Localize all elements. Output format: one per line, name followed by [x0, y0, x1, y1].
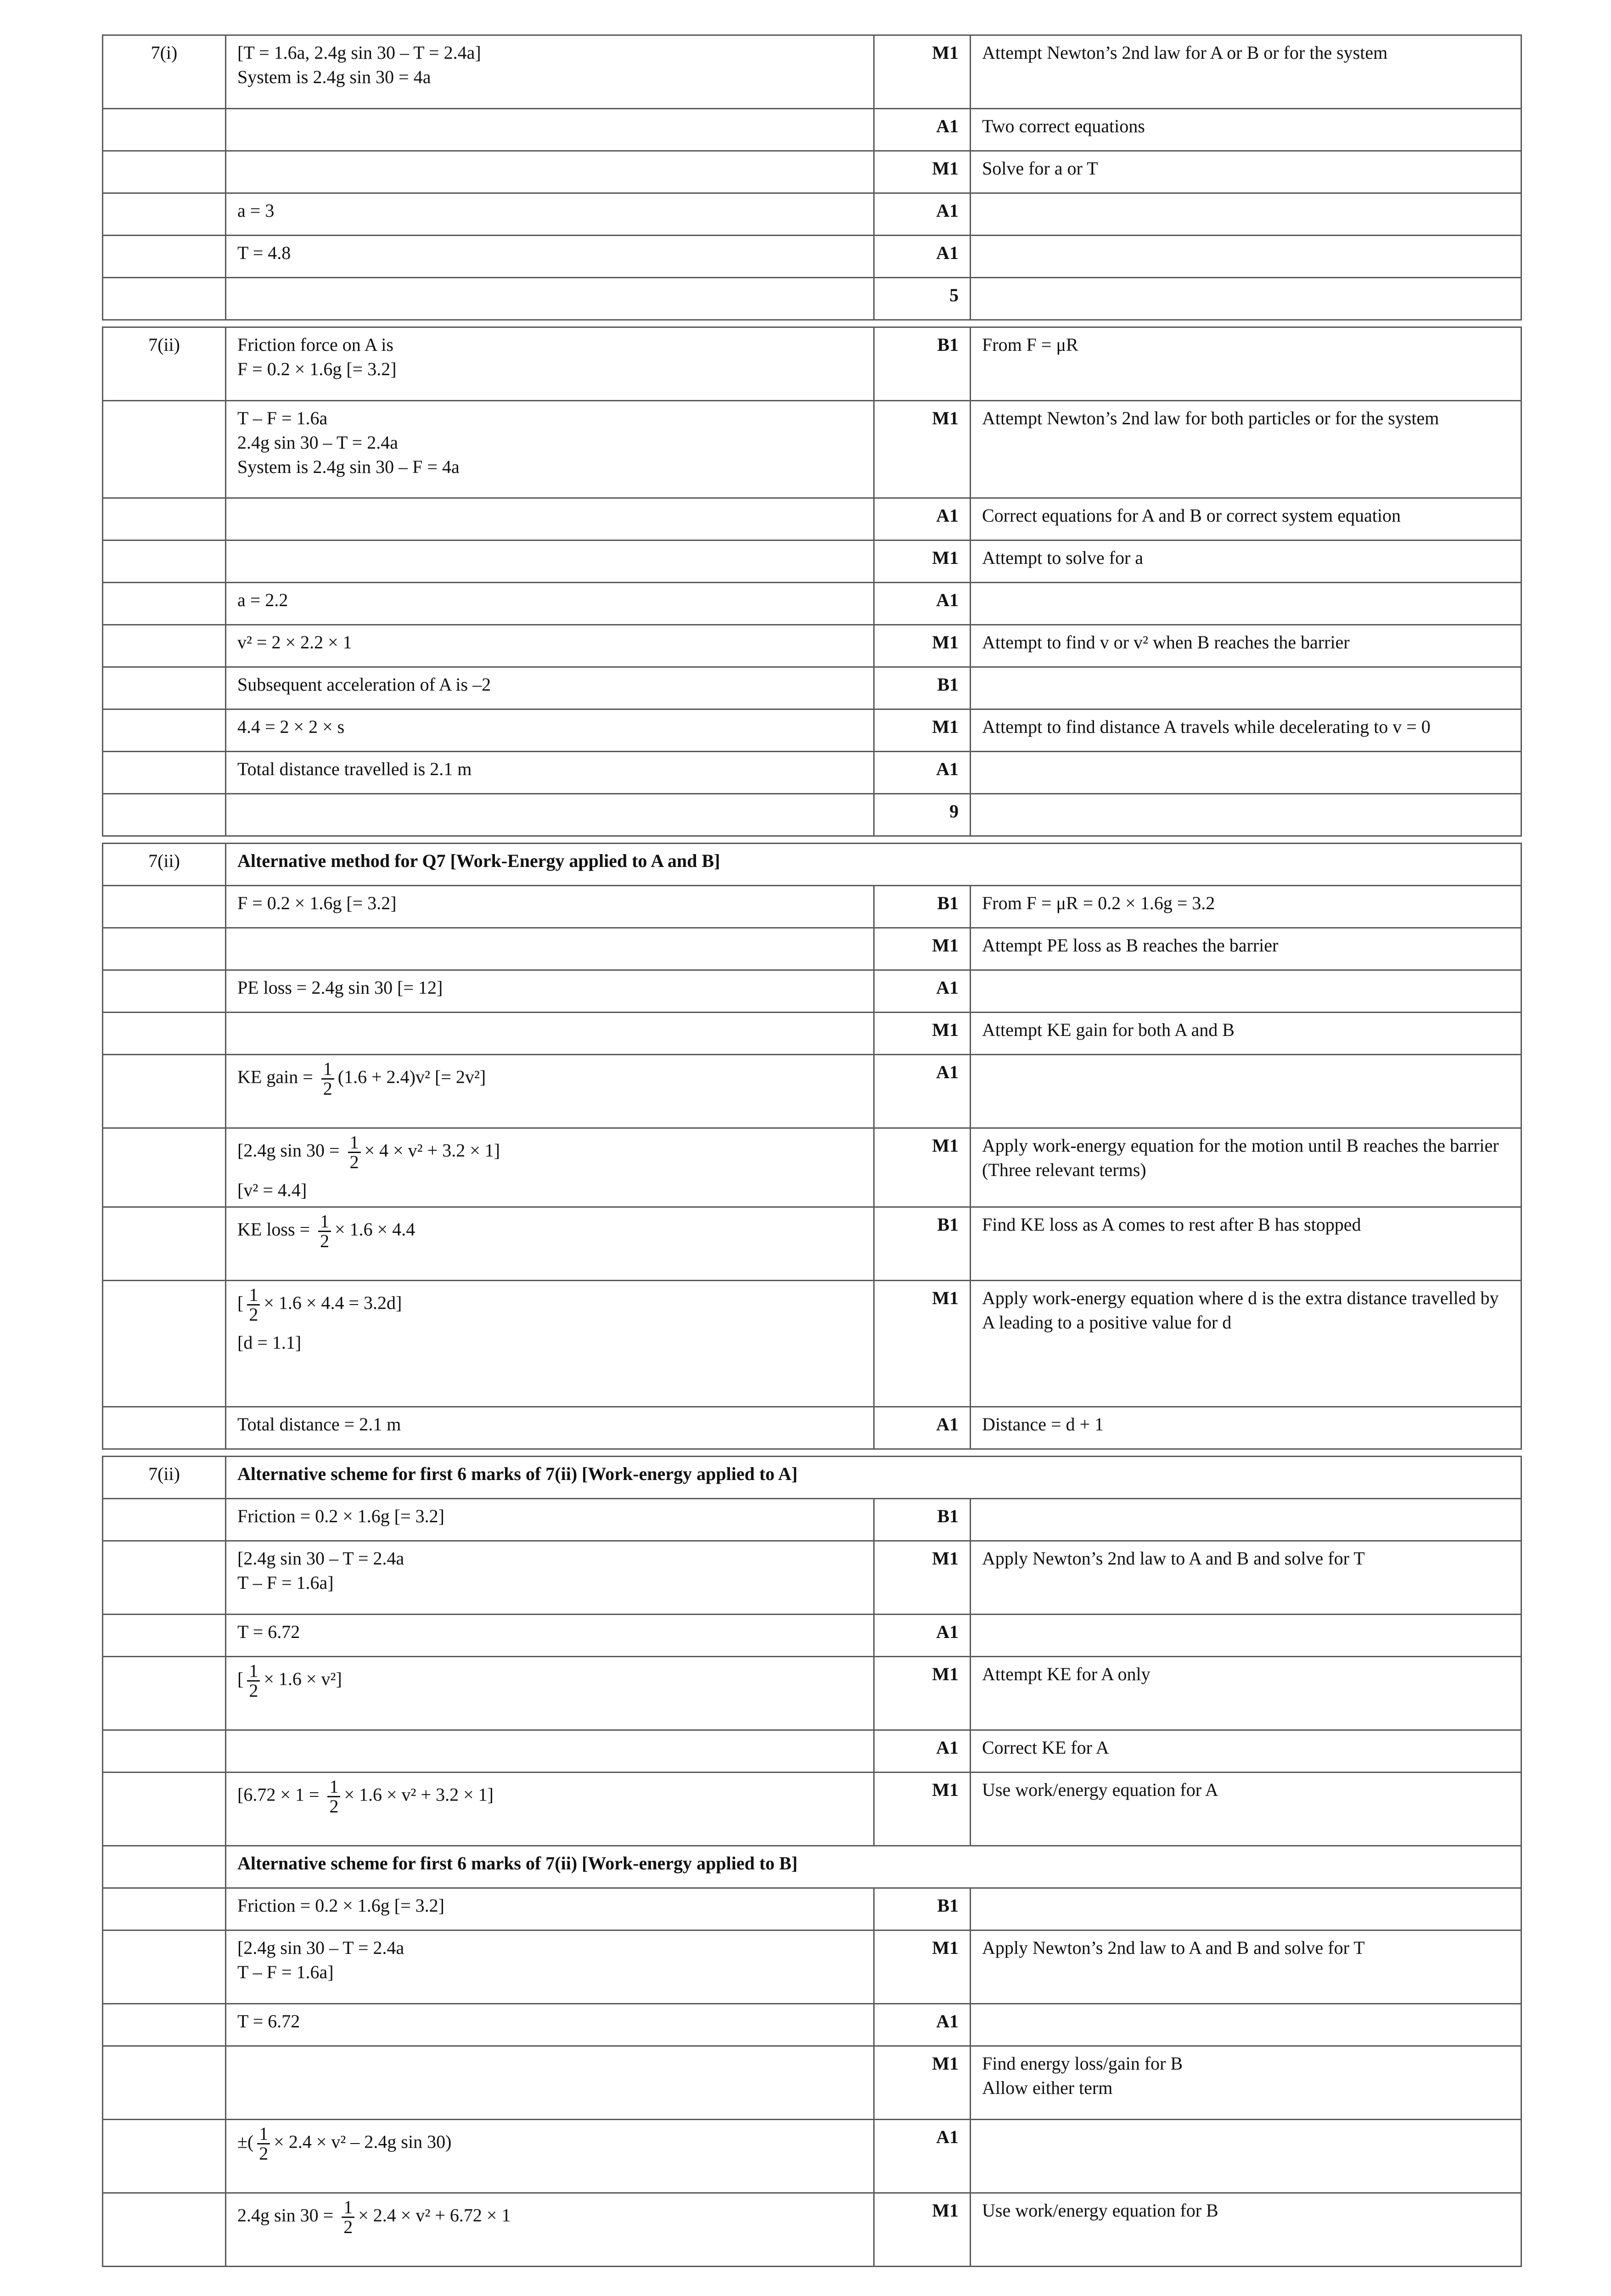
answer-cell	[226, 1541, 874, 1615]
fraction-denominator: 2	[349, 1152, 359, 1172]
guidance-cell	[971, 278, 1521, 320]
table-row	[103, 1499, 1521, 1541]
answer-line	[237, 1778, 862, 1816]
answer-cell	[226, 540, 874, 583]
guidance-cell	[971, 2120, 1521, 2193]
answer-cell	[226, 1128, 874, 1207]
mark-cell: A1	[874, 109, 971, 151]
guidance-cell: Correct equations for A and B or correct system equation	[971, 498, 1521, 540]
mark-cell: M1	[874, 928, 971, 970]
guidance-cell: Distance = d + 1	[971, 1407, 1521, 1449]
answer-cell	[226, 151, 874, 193]
mark-cell: B1	[874, 1207, 971, 1281]
guidance-cell: Correct KE for A	[971, 1730, 1521, 1773]
question-cell	[103, 1013, 226, 1055]
guidance-cell	[971, 667, 1521, 709]
table-row	[103, 109, 1521, 151]
question-cell: 7(ii)	[103, 844, 226, 886]
guidance-cell	[971, 1499, 1521, 1541]
separator-cell	[874, 836, 971, 844]
guidance-cell: Apply work-energy equation where d is the extra distance travelled by A leading to a positive value for d	[971, 1281, 1521, 1407]
answer-line: [2.4g sin 30 – T = 2.4a	[237, 1937, 404, 1958]
separator-cell	[874, 1449, 971, 1457]
table-row	[103, 1013, 1521, 1055]
answer-line	[237, 1286, 862, 1324]
guidance-cell: Use work/energy equation for A	[971, 1773, 1521, 1846]
answer-line	[237, 2125, 862, 2163]
fraction-denominator: 2	[259, 2143, 269, 2164]
answer-text: × 2.4 × v² – 2.4g sin 30)	[274, 2131, 452, 2152]
guidance-cell	[971, 193, 1521, 236]
answer-cell	[226, 2004, 874, 2046]
fraction-numerator: 1	[321, 1060, 334, 1080]
answer-cell	[226, 1207, 874, 1281]
answer-line: System is 2.4g sin 30 = 4a	[237, 67, 431, 87]
table-row	[103, 278, 1521, 320]
question-cell	[103, 498, 226, 540]
answer-text: × 1.6 × 4.4	[335, 1219, 415, 1240]
answer-cell	[226, 1615, 874, 1657]
answer-text: [2.4g sin 30 =	[237, 1140, 344, 1161]
question-cell	[103, 109, 226, 151]
table-row	[103, 1888, 1521, 1930]
table-row	[103, 151, 1521, 193]
answer-cell	[226, 1013, 874, 1055]
guidance-cell: Use work/energy equation for B	[971, 2193, 1521, 2267]
question-cell	[103, 1407, 226, 1449]
answer-text: × 4 × v² + 3.2 × 1]	[364, 1140, 500, 1161]
answer-line: [2.4g sin 30 – T = 2.4a	[237, 1548, 404, 1569]
table-row	[103, 1615, 1521, 1657]
separator-cell	[874, 320, 971, 327]
table-row	[103, 540, 1521, 583]
mark-cell: M1	[874, 1541, 971, 1615]
mark-cell: M1	[874, 1128, 971, 1207]
answer-line: Allow either term	[982, 2077, 1113, 2098]
answer-cell	[226, 327, 874, 401]
mark-scheme-page	[102, 34, 1521, 2267]
answer-cell	[226, 667, 874, 709]
section-separator	[103, 1449, 1521, 1457]
table-row	[103, 1541, 1521, 1615]
guidance-cell: Find KE loss as A comes to rest after B has stopped	[971, 1207, 1521, 1281]
table-row	[103, 709, 1521, 752]
table-row	[103, 2004, 1521, 2046]
mark-cell: M1	[874, 35, 971, 109]
guidance-cell: From F = μR	[971, 327, 1521, 401]
table-row	[103, 401, 1521, 498]
fraction-numerator: 1	[327, 1778, 340, 1797]
guidance-cell	[971, 1615, 1521, 1657]
answer-line: T = 6.72	[237, 2011, 300, 2032]
answer-line: Find energy loss/gain for B	[982, 2053, 1183, 2074]
answer-line: T = 6.72	[237, 1621, 300, 1642]
question-cell	[103, 2120, 226, 2193]
fraction-numerator: 1	[247, 1286, 260, 1306]
mark-cell: B1	[874, 327, 971, 401]
mark-cell: B1	[874, 1888, 971, 1930]
answer-line: T – F = 1.6a	[237, 408, 328, 428]
guidance-cell	[971, 752, 1521, 794]
answer-line: [d = 1.1]	[237, 1332, 302, 1353]
question-cell	[103, 401, 226, 498]
mark-cell: B1	[874, 886, 971, 928]
guidance-cell: Apply Newton’s 2nd law to A and B and solve for T	[971, 1541, 1521, 1615]
guidance-cell	[971, 970, 1521, 1013]
section-separator	[103, 320, 1521, 327]
guidance-cell	[971, 236, 1521, 278]
question-cell	[103, 1207, 226, 1281]
answer-cell	[226, 401, 874, 498]
question-cell	[103, 1281, 226, 1407]
separator-cell	[226, 320, 874, 327]
answer-cell	[226, 1888, 874, 1930]
answer-line: Friction force on A is	[237, 334, 393, 355]
table-row	[103, 886, 1521, 928]
guidance-cell	[971, 794, 1521, 836]
guidance-cell: Attempt PE loss as B reaches the barrier	[971, 928, 1521, 970]
answer-line: [v² = 4.4]	[237, 1180, 307, 1200]
mark-cell: M1	[874, 151, 971, 193]
fraction-numerator: 1	[348, 1133, 361, 1153]
mark-cell: A1	[874, 236, 971, 278]
answer-cell: F = 0.2 × 1.6g [= 3.2]	[226, 886, 874, 928]
mark-cell: A1	[874, 193, 971, 236]
mark-cell: M1	[874, 1773, 971, 1846]
mark-cell: M1	[874, 1930, 971, 2004]
table-row	[103, 970, 1521, 1013]
question-cell	[103, 193, 226, 236]
answer-cell	[226, 794, 874, 836]
guidance-cell	[971, 2046, 1521, 2120]
mark-scheme-table	[102, 34, 1522, 2267]
answer-line	[237, 1662, 862, 1700]
fraction-numerator: 1	[257, 2125, 270, 2144]
question-cell: 7(i)	[103, 35, 226, 109]
guidance-cell: Attempt to find distance A travels while decelerating to v = 0	[971, 709, 1521, 752]
fraction-denominator: 2	[329, 1796, 339, 1817]
guidance-cell: Attempt to solve for a	[971, 540, 1521, 583]
fraction-numerator: 1	[318, 1212, 331, 1232]
table-row	[103, 1281, 1521, 1407]
guidance-cell	[971, 1888, 1521, 1930]
separator-cell	[103, 836, 226, 844]
answer-line	[237, 1060, 862, 1098]
separator-cell	[226, 1449, 874, 1457]
answer-text: × 1.6 × v²]	[264, 1668, 342, 1689]
separator-cell	[971, 1449, 1521, 1457]
answer-cell	[226, 583, 874, 625]
guidance-cell: Attempt to find v or v² when B reaches the barrier	[971, 625, 1521, 667]
fraction-half	[318, 1212, 331, 1250]
mark-cell: A1	[874, 583, 971, 625]
question-cell	[103, 886, 226, 928]
separator-cell	[971, 320, 1521, 327]
answer-line: v² = 2 × 2.2 × 1	[237, 632, 352, 653]
table-row	[103, 2046, 1521, 2120]
mark-cell: A1	[874, 1407, 971, 1449]
answer-line: a = 3	[237, 200, 275, 221]
separator-cell	[226, 836, 874, 844]
question-cell	[103, 1055, 226, 1128]
question-cell	[103, 1541, 226, 1615]
guidance-cell: Solve for a or T	[971, 151, 1521, 193]
table-row	[103, 1930, 1521, 2004]
alternative-heading-row	[103, 1457, 1521, 1499]
guidance-cell: Attempt Newton’s 2nd law for A or B or for the system	[971, 35, 1521, 109]
table-row	[103, 1128, 1521, 1207]
answer-cell	[226, 236, 874, 278]
answer-cell	[226, 752, 874, 794]
table-row	[103, 625, 1521, 667]
answer-text: × 1.6 × 4.4 = 3.2d]	[264, 1292, 402, 1313]
mark-cell: B1	[874, 667, 971, 709]
mark-cell: M1	[874, 2046, 971, 2120]
guidance-cell: Apply Newton’s 2nd law to A and B and solve for T	[971, 1930, 1521, 2004]
alternative-heading-row	[103, 1846, 1521, 1888]
answer-text: KE loss =	[237, 1219, 315, 1240]
separator-cell	[103, 1449, 226, 1457]
mark-cell: A1	[874, 2120, 971, 2193]
question-cell	[103, 1846, 226, 1888]
answer-text: ±(	[237, 2131, 254, 2152]
mark-cell: 5	[874, 278, 971, 320]
mark-cell: M1	[874, 1281, 971, 1407]
answer-line: T – F = 1.6a]	[237, 1572, 334, 1593]
mark-cell: A1	[874, 2004, 971, 2046]
answer-line: 2.4g sin 30 – T = 2.4a	[237, 432, 398, 453]
guidance-cell	[971, 583, 1521, 625]
mark-cell: A1	[874, 1615, 971, 1657]
question-cell	[103, 151, 226, 193]
answer-cell	[226, 278, 874, 320]
table-row	[103, 1657, 1521, 1730]
answer-line: System is 2.4g sin 30 – F = 4a	[237, 456, 460, 477]
guidance-cell: Two correct equations	[971, 109, 1521, 151]
answer-line: F = 0.2 × 1.6g [= 3.2]	[237, 359, 397, 379]
question-cell: 7(ii)	[103, 1457, 226, 1499]
answer-text: [	[237, 1668, 244, 1689]
table-row	[103, 1773, 1521, 1846]
section-separator	[103, 836, 1521, 844]
table-row	[103, 327, 1521, 401]
question-cell	[103, 1930, 226, 2004]
alternative-heading: Alternative method for Q7 [Work-Energy applied to A and B]	[226, 844, 1521, 886]
answer-text: 2.4g sin 30 =	[237, 2205, 338, 2226]
answer-line: T – F = 1.6a]	[237, 1962, 334, 1982]
table-row	[103, 1207, 1521, 1281]
question-cell	[103, 583, 226, 625]
mark-cell: B1	[874, 1499, 971, 1541]
answer-cell	[226, 1055, 874, 1128]
answer-text: (1.6 + 2.4)v² [= 2v²]	[337, 1066, 486, 1087]
guidance-cell	[971, 2004, 1521, 2046]
answer-cell	[226, 928, 874, 970]
question-cell	[103, 540, 226, 583]
answer-cell	[226, 1773, 874, 1846]
question-cell	[103, 1888, 226, 1930]
mark-cell: 9	[874, 794, 971, 836]
answer-line: 4.4 = 2 × 2 × s	[237, 716, 345, 737]
fraction-half	[342, 2198, 354, 2236]
answer-text: × 1.6 × v² + 3.2 × 1]	[344, 1784, 494, 1805]
answer-cell	[226, 193, 874, 236]
answer-cell	[226, 1499, 874, 1541]
question-cell	[103, 752, 226, 794]
question-cell	[103, 2193, 226, 2267]
question-cell	[103, 1615, 226, 1657]
answer-cell	[226, 625, 874, 667]
mark-cell: M1	[874, 1657, 971, 1730]
mark-cell: A1	[874, 752, 971, 794]
alternative-heading-row	[103, 844, 1521, 886]
answer-line	[237, 1212, 862, 1250]
guidance-cell: Attempt KE for A only	[971, 1657, 1521, 1730]
answer-line	[237, 1133, 862, 1171]
fraction-half	[257, 2125, 270, 2163]
question-cell	[103, 928, 226, 970]
question-cell	[103, 2004, 226, 2046]
answer-line: T = 4.8	[237, 242, 291, 263]
answer-line: Total distance travelled is 2.1 m	[237, 759, 472, 779]
fraction-denominator: 2	[343, 2217, 353, 2237]
answer-cell	[226, 1281, 874, 1407]
question-cell	[103, 667, 226, 709]
fraction-numerator: 1	[247, 1662, 260, 1682]
guidance-cell: Attempt Newton’s 2nd law for both particles or for the system	[971, 401, 1521, 498]
answer-cell	[226, 109, 874, 151]
mark-cell: M1	[874, 2193, 971, 2267]
answer-line: [T = 1.6a, 2.4g sin 30 – T = 2.4a]	[237, 42, 481, 63]
question-cell	[103, 970, 226, 1013]
answer-cell	[226, 709, 874, 752]
separator-cell	[971, 836, 1521, 844]
answer-text: KE gain =	[237, 1066, 318, 1087]
guidance-cell: Apply work-energy equation for the motion until B reaches the barrier (Three relevant terms)	[971, 1128, 1521, 1207]
mark-cell: M1	[874, 709, 971, 752]
fraction-numerator: 1	[342, 2198, 354, 2218]
answer-cell	[226, 2193, 874, 2267]
mark-cell: A1	[874, 498, 971, 540]
mark-cell: A1	[874, 1730, 971, 1773]
question-cell	[103, 625, 226, 667]
fraction-half	[327, 1778, 340, 1816]
question-cell	[103, 236, 226, 278]
table-row	[103, 1055, 1521, 1128]
question-cell	[103, 709, 226, 752]
answer-line	[237, 2198, 862, 2236]
table-row	[103, 2193, 1521, 2267]
question-cell	[103, 1128, 226, 1207]
fraction-half	[321, 1060, 334, 1098]
question-cell	[103, 1499, 226, 1541]
question-cell	[103, 1657, 226, 1730]
mark-cell: M1	[874, 540, 971, 583]
fraction-half	[348, 1133, 361, 1171]
guidance-cell	[971, 1055, 1521, 1128]
answer-text: × 2.4 × v² + 6.72 × 1	[358, 2205, 511, 2226]
table-row	[103, 1730, 1521, 1773]
alternative-heading: Alternative scheme for first 6 marks of 7(ii) [Work-energy applied to A]	[226, 1457, 1521, 1499]
fraction-denominator: 2	[249, 1304, 258, 1325]
fraction-denominator: 2	[323, 1078, 332, 1099]
table-row	[103, 667, 1521, 709]
table-row	[103, 35, 1521, 109]
answer-line: a = 2.2	[237, 590, 288, 610]
separator-cell	[103, 320, 226, 327]
mark-cell: M1	[874, 1013, 971, 1055]
answer-cell	[226, 2046, 874, 2120]
table-row	[103, 752, 1521, 794]
mark-cell: M1	[874, 625, 971, 667]
table-row	[103, 1407, 1521, 1449]
answer-cell	[226, 1730, 874, 1773]
table-row	[103, 236, 1521, 278]
table-row	[103, 193, 1521, 236]
question-cell	[103, 1773, 226, 1846]
fraction-half	[247, 1662, 260, 1700]
fraction-half	[247, 1286, 260, 1324]
answer-cell: Total distance = 2.1 m	[226, 1407, 874, 1449]
answer-text: [6.72 × 1 =	[237, 1784, 324, 1805]
question-cell	[103, 2046, 226, 2120]
guidance-cell: From F = μR = 0.2 × 1.6g = 3.2	[971, 886, 1521, 928]
mark-cell: A1	[874, 1055, 971, 1128]
answer-cell: PE loss = 2.4g sin 30 [= 12]	[226, 970, 874, 1013]
mark-cell: A1	[874, 970, 971, 1013]
table-row	[103, 2120, 1521, 2193]
answer-cell	[226, 1657, 874, 1730]
answer-line: Friction = 0.2 × 1.6g [= 3.2]	[237, 1895, 444, 1916]
question-cell	[103, 794, 226, 836]
table-row	[103, 583, 1521, 625]
answer-line: Friction = 0.2 × 1.6g [= 3.2]	[237, 1506, 444, 1526]
table-row	[103, 794, 1521, 836]
question-cell: 7(ii)	[103, 327, 226, 401]
answer-line: Subsequent acceleration of A is –2	[237, 674, 491, 695]
answer-cell	[226, 35, 874, 109]
fraction-denominator: 2	[320, 1231, 330, 1251]
answer-cell	[226, 498, 874, 540]
table-row	[103, 928, 1521, 970]
answer-cell	[226, 1930, 874, 2004]
table-row	[103, 498, 1521, 540]
fraction-denominator: 2	[249, 1680, 258, 1701]
answer-text: [	[237, 1292, 244, 1313]
answer-cell	[226, 2120, 874, 2193]
mark-cell: M1	[874, 401, 971, 498]
guidance-cell: Attempt KE gain for both A and B	[971, 1013, 1521, 1055]
alternative-heading: Alternative scheme for first 6 marks of 7(ii) [Work-energy applied to B]	[226, 1846, 1521, 1888]
question-cell	[103, 1730, 226, 1773]
question-cell	[103, 278, 226, 320]
